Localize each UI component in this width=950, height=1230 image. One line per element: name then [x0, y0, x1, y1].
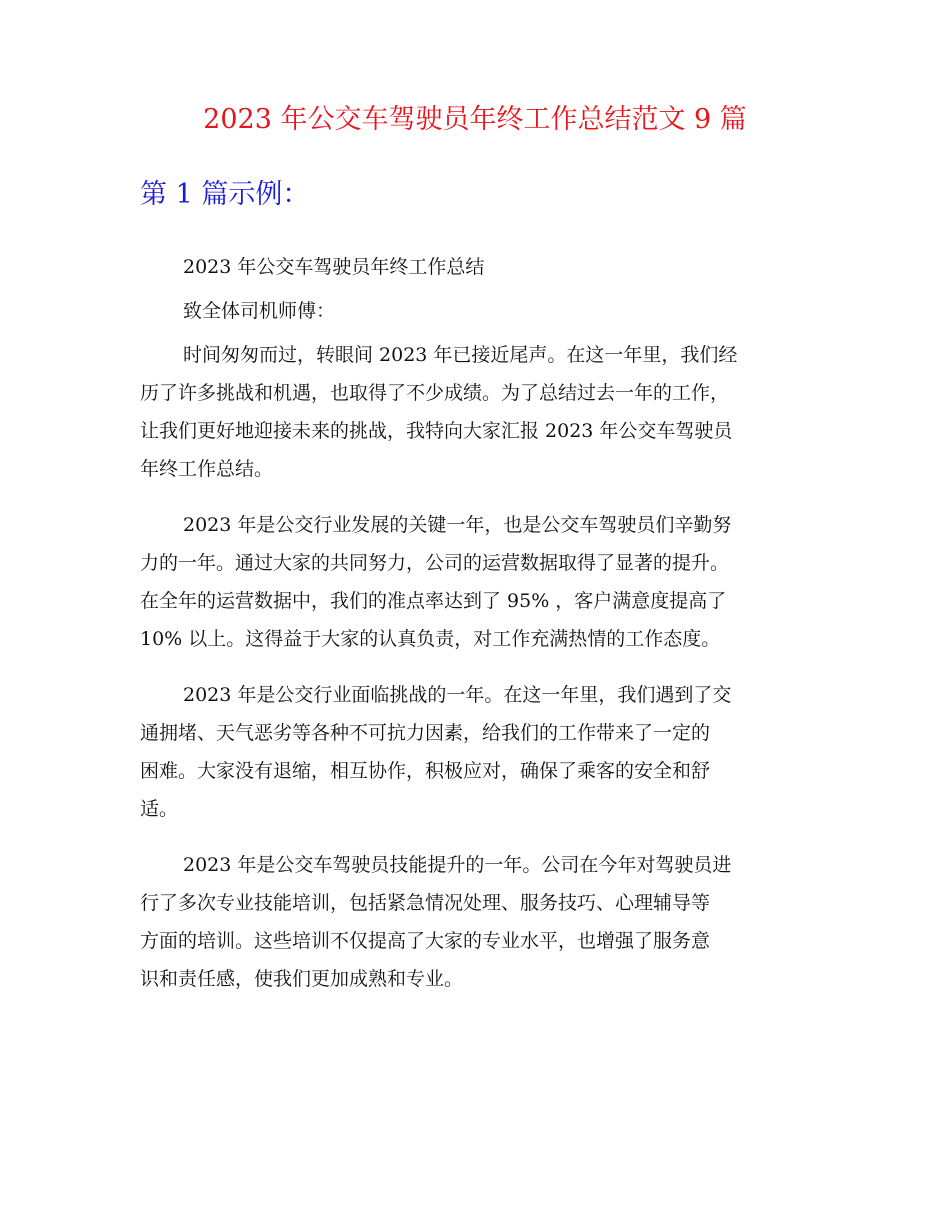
paragraph-line: 让我们更好地迎接未来的挑战，我特向大家汇报 2023 年公交车驾驶员	[140, 420, 733, 442]
paragraph	[140, 336, 820, 488]
subtitle-text: 2023 年公交车驾驶员年终工作总结	[183, 256, 485, 278]
paragraph-line: 历了许多挑战和机遇，也取得了不少成绩。为了总结过去一年的工作，	[140, 382, 730, 404]
paragraph	[140, 506, 820, 658]
document-body	[140, 248, 820, 998]
paragraph-line: 识和责任感，使我们更加成熟和专业。	[140, 968, 464, 990]
paragraph-line: 通拥堵、天气恶劣等各种不可抗力因素，给我们的工作带来了一定的	[140, 722, 711, 744]
salutation	[140, 292, 820, 330]
paragraph-line: 2023 年是公交行业发展的关键一年，也是公交车驾驶员们辛勤努	[183, 514, 732, 536]
paragraph	[140, 676, 820, 828]
paragraph-line: 适。	[140, 798, 179, 820]
paragraph-line: 行了多次专业技能培训，包括紧急情况处理、服务技巧、心理辅导等	[140, 892, 711, 914]
paragraph-line: 方面的培训。这些培训不仅提高了大家的专业水平，也增强了服务意	[140, 930, 711, 952]
document-subtitle	[140, 248, 820, 286]
paragraph-line: 2023 年是公交行业面临挑战的一年。在这一年里，我们遇到了交	[183, 684, 732, 706]
document-title: 2023 年公交车驾驶员年终工作总结范文 9 篇	[203, 104, 747, 135]
paragraph-line: 困难。大家没有退缩，相互协作，积极应对，确保了乘客的安全和舒	[140, 760, 711, 782]
paragraph-line: 时间匆匆而过，转眼间 2023 年已接近尾声。在这一年里，我们经	[183, 344, 738, 366]
paragraph-line: 力的一年。通过大家的共同努力，公司的运营数据取得了显著的提升。	[140, 552, 730, 574]
paragraph-line: 年终工作总结。	[140, 458, 274, 480]
paragraph	[140, 846, 820, 998]
paragraph-line: 2023 年是公交车驾驶员技能提升的一年。公司在今年对驾驶员进	[183, 854, 732, 876]
salutation-text: 致全体司机师傅：	[183, 300, 336, 322]
paragraph-line: 10% 以上。这得益于大家的认真负责，对工作充满热情的工作态度。	[140, 628, 721, 650]
section-heading: 第 1 篇示例：	[140, 179, 310, 210]
paragraph-line: 在全年的运营数据中，我们的准点率达到了 95% ，客户满意度提高了	[140, 590, 727, 612]
